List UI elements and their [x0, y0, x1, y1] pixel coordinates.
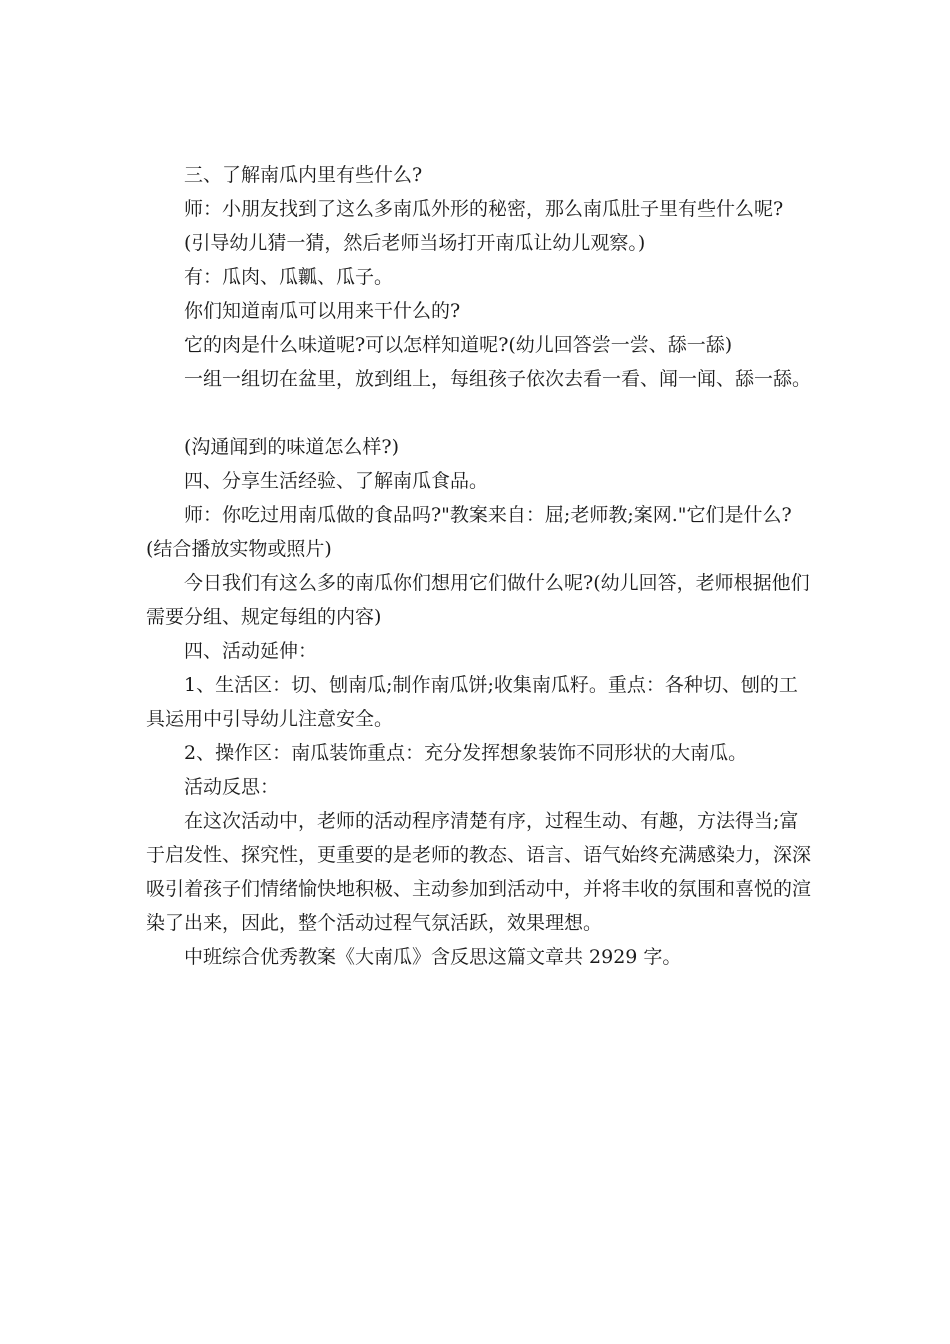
section-heading-4: 四、分享生活经验、了解南瓜食品。 — [184, 470, 489, 492]
article-footer-note: 中班综合优秀教案《大南瓜》含反思这篇文章共 2929 字。 — [184, 946, 682, 968]
list-item: 2、操作区：南瓜装饰重点：充分发挥想象装饰不同形状的大南瓜。 — [184, 742, 748, 764]
question-line: 你们知道南瓜可以用来干什么的? — [184, 300, 461, 322]
section-heading-3: 三、了解南瓜内里有些什么? — [184, 164, 423, 186]
reflection-paragraph: 在这次活动中，老师的活动程序清楚有序，过程生动、有趣，方法得当;富于启发性、探究性，更重要的是老师的教态、语言、语气始终充满感染力，深深吸引着孩子们情绪愉快地积极、主动参加到活动中，并将丰收的氛围和喜悦的渲染了出来，因此，整个活动过程气氛活跃，效果理想。 — [146, 810, 812, 934]
document-body — [146, 158, 816, 974]
instruction-note: (引导幼儿猜一猜，然后老师当场打开南瓜让幼儿观察。) — [184, 232, 646, 254]
reflection-heading: 活动反思： — [184, 776, 280, 798]
answer-line: 有：瓜肉、瓜瓤、瓜子。 — [184, 266, 394, 288]
question-line: 它的肉是什么味道呢?可以怎样知道呢?(幼儿回答尝一尝、舔一舔) — [184, 334, 733, 356]
teacher-line: 师：你吃过用南瓜做的食品吗?"教案来自：屈;老师教;案网."它们是什么?(结合播放实物或照片) — [146, 504, 792, 560]
body-paragraph: 今日我们有这么多的南瓜你们想用它们做什么呢?(幼儿回答，老师根据他们需要分组、规定每组的内容) — [146, 572, 810, 628]
discussion-note: (沟通闻到的味道怎么样?) — [184, 436, 400, 458]
list-item: 1、生活区：切、刨南瓜;制作南瓜饼;收集南瓜籽。重点：各种切、刨的工具运用中引导幼儿注意安全。 — [146, 674, 798, 730]
activity-line: 一组一组切在盆里，放到组上，每组孩子依次去看一看、闻一闻、舔一舔。 — [184, 368, 812, 390]
teacher-line: 师：小朋友找到了这么多南瓜外形的秘密，那么南瓜肚子里有些什么呢? — [184, 198, 784, 220]
section-heading-extension: 四、活动延伸： — [184, 640, 318, 662]
